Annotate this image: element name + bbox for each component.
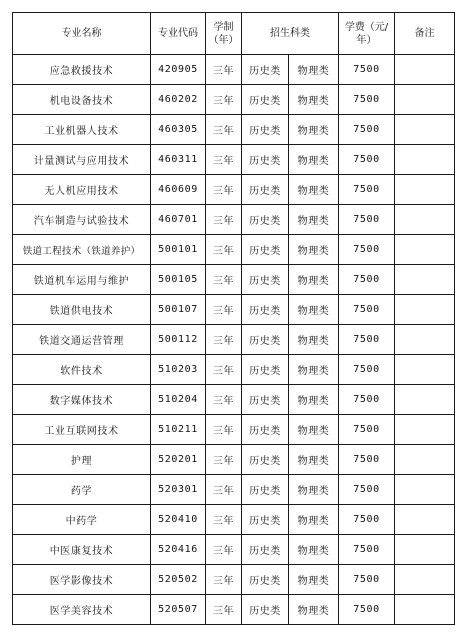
duration-cell: 三年 [206, 415, 242, 445]
remarks-cell [395, 55, 455, 85]
table-row [13, 235, 455, 265]
major-code-cell: 520301 [151, 475, 206, 505]
table-row [13, 415, 455, 445]
table-row [13, 475, 455, 505]
major-name-cell: 铁道机车运用与维护 [13, 265, 151, 295]
remarks-cell [395, 505, 455, 535]
duration-cell: 三年 [206, 445, 242, 475]
major-code-cell: 520201 [151, 445, 206, 475]
major-code-cell: 510211 [151, 415, 206, 445]
major-code-cell: 500112 [151, 325, 206, 355]
duration-cell: 三年 [206, 535, 242, 565]
major-code-cell: 460609 [151, 175, 206, 205]
subject-physics-cell: 物理类 [289, 475, 339, 505]
subject-history-cell: 历史类 [242, 355, 289, 385]
duration-cell: 三年 [206, 55, 242, 85]
major-name-cell: 护理 [13, 445, 151, 475]
table-row [13, 445, 455, 475]
table-row [13, 325, 455, 355]
subject-physics-cell: 物理类 [289, 535, 339, 565]
remarks-cell [395, 535, 455, 565]
major-code-cell: 500101 [151, 235, 206, 265]
duration-cell: 三年 [206, 295, 242, 325]
major-name-cell: 铁道交通运营管理 [13, 325, 151, 355]
major-name-cell: 中医康复技术 [13, 535, 151, 565]
duration-cell: 三年 [206, 175, 242, 205]
subject-history-cell: 历史类 [242, 595, 289, 625]
subject-history-cell: 历史类 [242, 85, 289, 115]
subject-physics-cell: 物理类 [289, 115, 339, 145]
tuition-cell: 7500 [339, 265, 395, 295]
tuition-cell: 7500 [339, 295, 395, 325]
major-code-cell: 460202 [151, 85, 206, 115]
remarks-cell [395, 355, 455, 385]
major-code-cell: 420905 [151, 55, 206, 85]
remarks-cell [395, 475, 455, 505]
table-row [13, 145, 455, 175]
major-code-cell: 500105 [151, 265, 206, 295]
table-body [13, 55, 455, 625]
table-row [13, 535, 455, 565]
header-major-name: 专业名称 [13, 13, 151, 55]
table-row [13, 205, 455, 235]
tuition-cell: 7500 [339, 175, 395, 205]
table-row [13, 55, 455, 85]
subject-history-cell: 历史类 [242, 535, 289, 565]
duration-cell: 三年 [206, 115, 242, 145]
duration-cell: 三年 [206, 205, 242, 235]
major-code-cell: 460701 [151, 205, 206, 235]
major-code-cell: 520507 [151, 595, 206, 625]
tuition-cell: 7500 [339, 535, 395, 565]
tuition-cell: 7500 [339, 475, 395, 505]
tuition-cell: 7500 [339, 445, 395, 475]
subject-history-cell: 历史类 [242, 55, 289, 85]
subject-physics-cell: 物理类 [289, 235, 339, 265]
subject-physics-cell: 物理类 [289, 415, 339, 445]
table-header [13, 13, 455, 55]
duration-cell: 三年 [206, 85, 242, 115]
subject-physics-cell: 物理类 [289, 325, 339, 355]
table-row [13, 385, 455, 415]
duration-cell: 三年 [206, 325, 242, 355]
remarks-cell [395, 235, 455, 265]
tuition-cell: 7500 [339, 235, 395, 265]
duration-cell: 三年 [206, 565, 242, 595]
major-name-cell: 铁道供电技术 [13, 295, 151, 325]
subject-history-cell: 历史类 [242, 145, 289, 175]
remarks-cell [395, 295, 455, 325]
remarks-cell [395, 265, 455, 295]
duration-cell: 三年 [206, 595, 242, 625]
subject-physics-cell: 物理类 [289, 385, 339, 415]
duration-cell: 三年 [206, 475, 242, 505]
tuition-cell: 7500 [339, 595, 395, 625]
header-subject-category: 招生科类 [242, 13, 339, 55]
major-code-cell: 520416 [151, 535, 206, 565]
major-code-cell: 460305 [151, 115, 206, 145]
remarks-cell [395, 385, 455, 415]
tuition-cell: 7500 [339, 85, 395, 115]
major-name-cell: 铁道工程技术（铁道养护） [13, 235, 151, 265]
subject-history-cell: 历史类 [242, 505, 289, 535]
subject-history-cell: 历史类 [242, 235, 289, 265]
table-row [13, 565, 455, 595]
major-name-cell: 工业机器人技术 [13, 115, 151, 145]
major-name-cell: 软件技术 [13, 355, 151, 385]
subject-history-cell: 历史类 [242, 295, 289, 325]
major-code-cell: 460311 [151, 145, 206, 175]
subject-physics-cell: 物理类 [289, 145, 339, 175]
subject-history-cell: 历史类 [242, 565, 289, 595]
subject-history-cell: 历史类 [242, 205, 289, 235]
subject-physics-cell: 物理类 [289, 265, 339, 295]
duration-cell: 三年 [206, 265, 242, 295]
header-remarks: 备注 [395, 13, 455, 55]
major-enrollment-table [12, 12, 455, 625]
subject-physics-cell: 物理类 [289, 445, 339, 475]
major-code-cell: 500107 [151, 295, 206, 325]
tuition-cell: 7500 [339, 115, 395, 145]
major-name-cell: 数字媒体技术 [13, 385, 151, 415]
duration-cell: 三年 [206, 355, 242, 385]
subject-physics-cell: 物理类 [289, 565, 339, 595]
subject-history-cell: 历史类 [242, 115, 289, 145]
table-row [13, 295, 455, 325]
duration-cell: 三年 [206, 235, 242, 265]
tuition-cell: 7500 [339, 55, 395, 85]
duration-cell: 三年 [206, 505, 242, 535]
major-name-cell: 医学影像技术 [13, 565, 151, 595]
major-code-cell: 520410 [151, 505, 206, 535]
table-row [13, 175, 455, 205]
major-name-cell: 医学美容技术 [13, 595, 151, 625]
remarks-cell [395, 175, 455, 205]
table-row [13, 505, 455, 535]
header-duration: 学制（年） [206, 13, 242, 55]
tuition-cell: 7500 [339, 385, 395, 415]
subject-physics-cell: 物理类 [289, 205, 339, 235]
subject-history-cell: 历史类 [242, 325, 289, 355]
subject-history-cell: 历史类 [242, 475, 289, 505]
subject-physics-cell: 物理类 [289, 55, 339, 85]
header-tuition: 学费（元/年） [339, 13, 395, 55]
remarks-cell [395, 145, 455, 175]
header-major-code: 专业代码 [151, 13, 206, 55]
major-name-cell: 中药学 [13, 505, 151, 535]
subject-physics-cell: 物理类 [289, 295, 339, 325]
remarks-cell [395, 415, 455, 445]
tuition-cell: 7500 [339, 205, 395, 235]
tuition-cell: 7500 [339, 145, 395, 175]
remarks-cell [395, 205, 455, 235]
subject-physics-cell: 物理类 [289, 595, 339, 625]
major-name-cell: 工业互联网技术 [13, 415, 151, 445]
major-name-cell: 无人机应用技术 [13, 175, 151, 205]
tuition-cell: 7500 [339, 415, 395, 445]
major-code-cell: 520502 [151, 565, 206, 595]
subject-physics-cell: 物理类 [289, 175, 339, 205]
duration-cell: 三年 [206, 385, 242, 415]
major-code-cell: 510203 [151, 355, 206, 385]
remarks-cell [395, 115, 455, 145]
table-row [13, 115, 455, 145]
remarks-cell [395, 325, 455, 355]
duration-cell: 三年 [206, 145, 242, 175]
tuition-cell: 7500 [339, 565, 395, 595]
enrollment-table-page [12, 12, 454, 631]
major-name-cell: 药学 [13, 475, 151, 505]
subject-history-cell: 历史类 [242, 445, 289, 475]
subject-history-cell: 历史类 [242, 265, 289, 295]
major-name-cell: 应急救援技术 [13, 55, 151, 85]
subject-physics-cell: 物理类 [289, 85, 339, 115]
major-code-cell: 510204 [151, 385, 206, 415]
remarks-cell [395, 595, 455, 625]
major-name-cell: 汽车制造与试验技术 [13, 205, 151, 235]
remarks-cell [395, 85, 455, 115]
table-row [13, 595, 455, 625]
major-name-cell: 计量测试与应用技术 [13, 145, 151, 175]
subject-physics-cell: 物理类 [289, 355, 339, 385]
major-name-cell: 机电设备技术 [13, 85, 151, 115]
table-row [13, 265, 455, 295]
subject-history-cell: 历史类 [242, 415, 289, 445]
remarks-cell [395, 565, 455, 595]
table-row [13, 355, 455, 385]
remarks-cell [395, 445, 455, 475]
subject-history-cell: 历史类 [242, 385, 289, 415]
tuition-cell: 7500 [339, 325, 395, 355]
subject-history-cell: 历史类 [242, 175, 289, 205]
subject-physics-cell: 物理类 [289, 505, 339, 535]
table-row [13, 85, 455, 115]
tuition-cell: 7500 [339, 355, 395, 385]
tuition-cell: 7500 [339, 505, 395, 535]
